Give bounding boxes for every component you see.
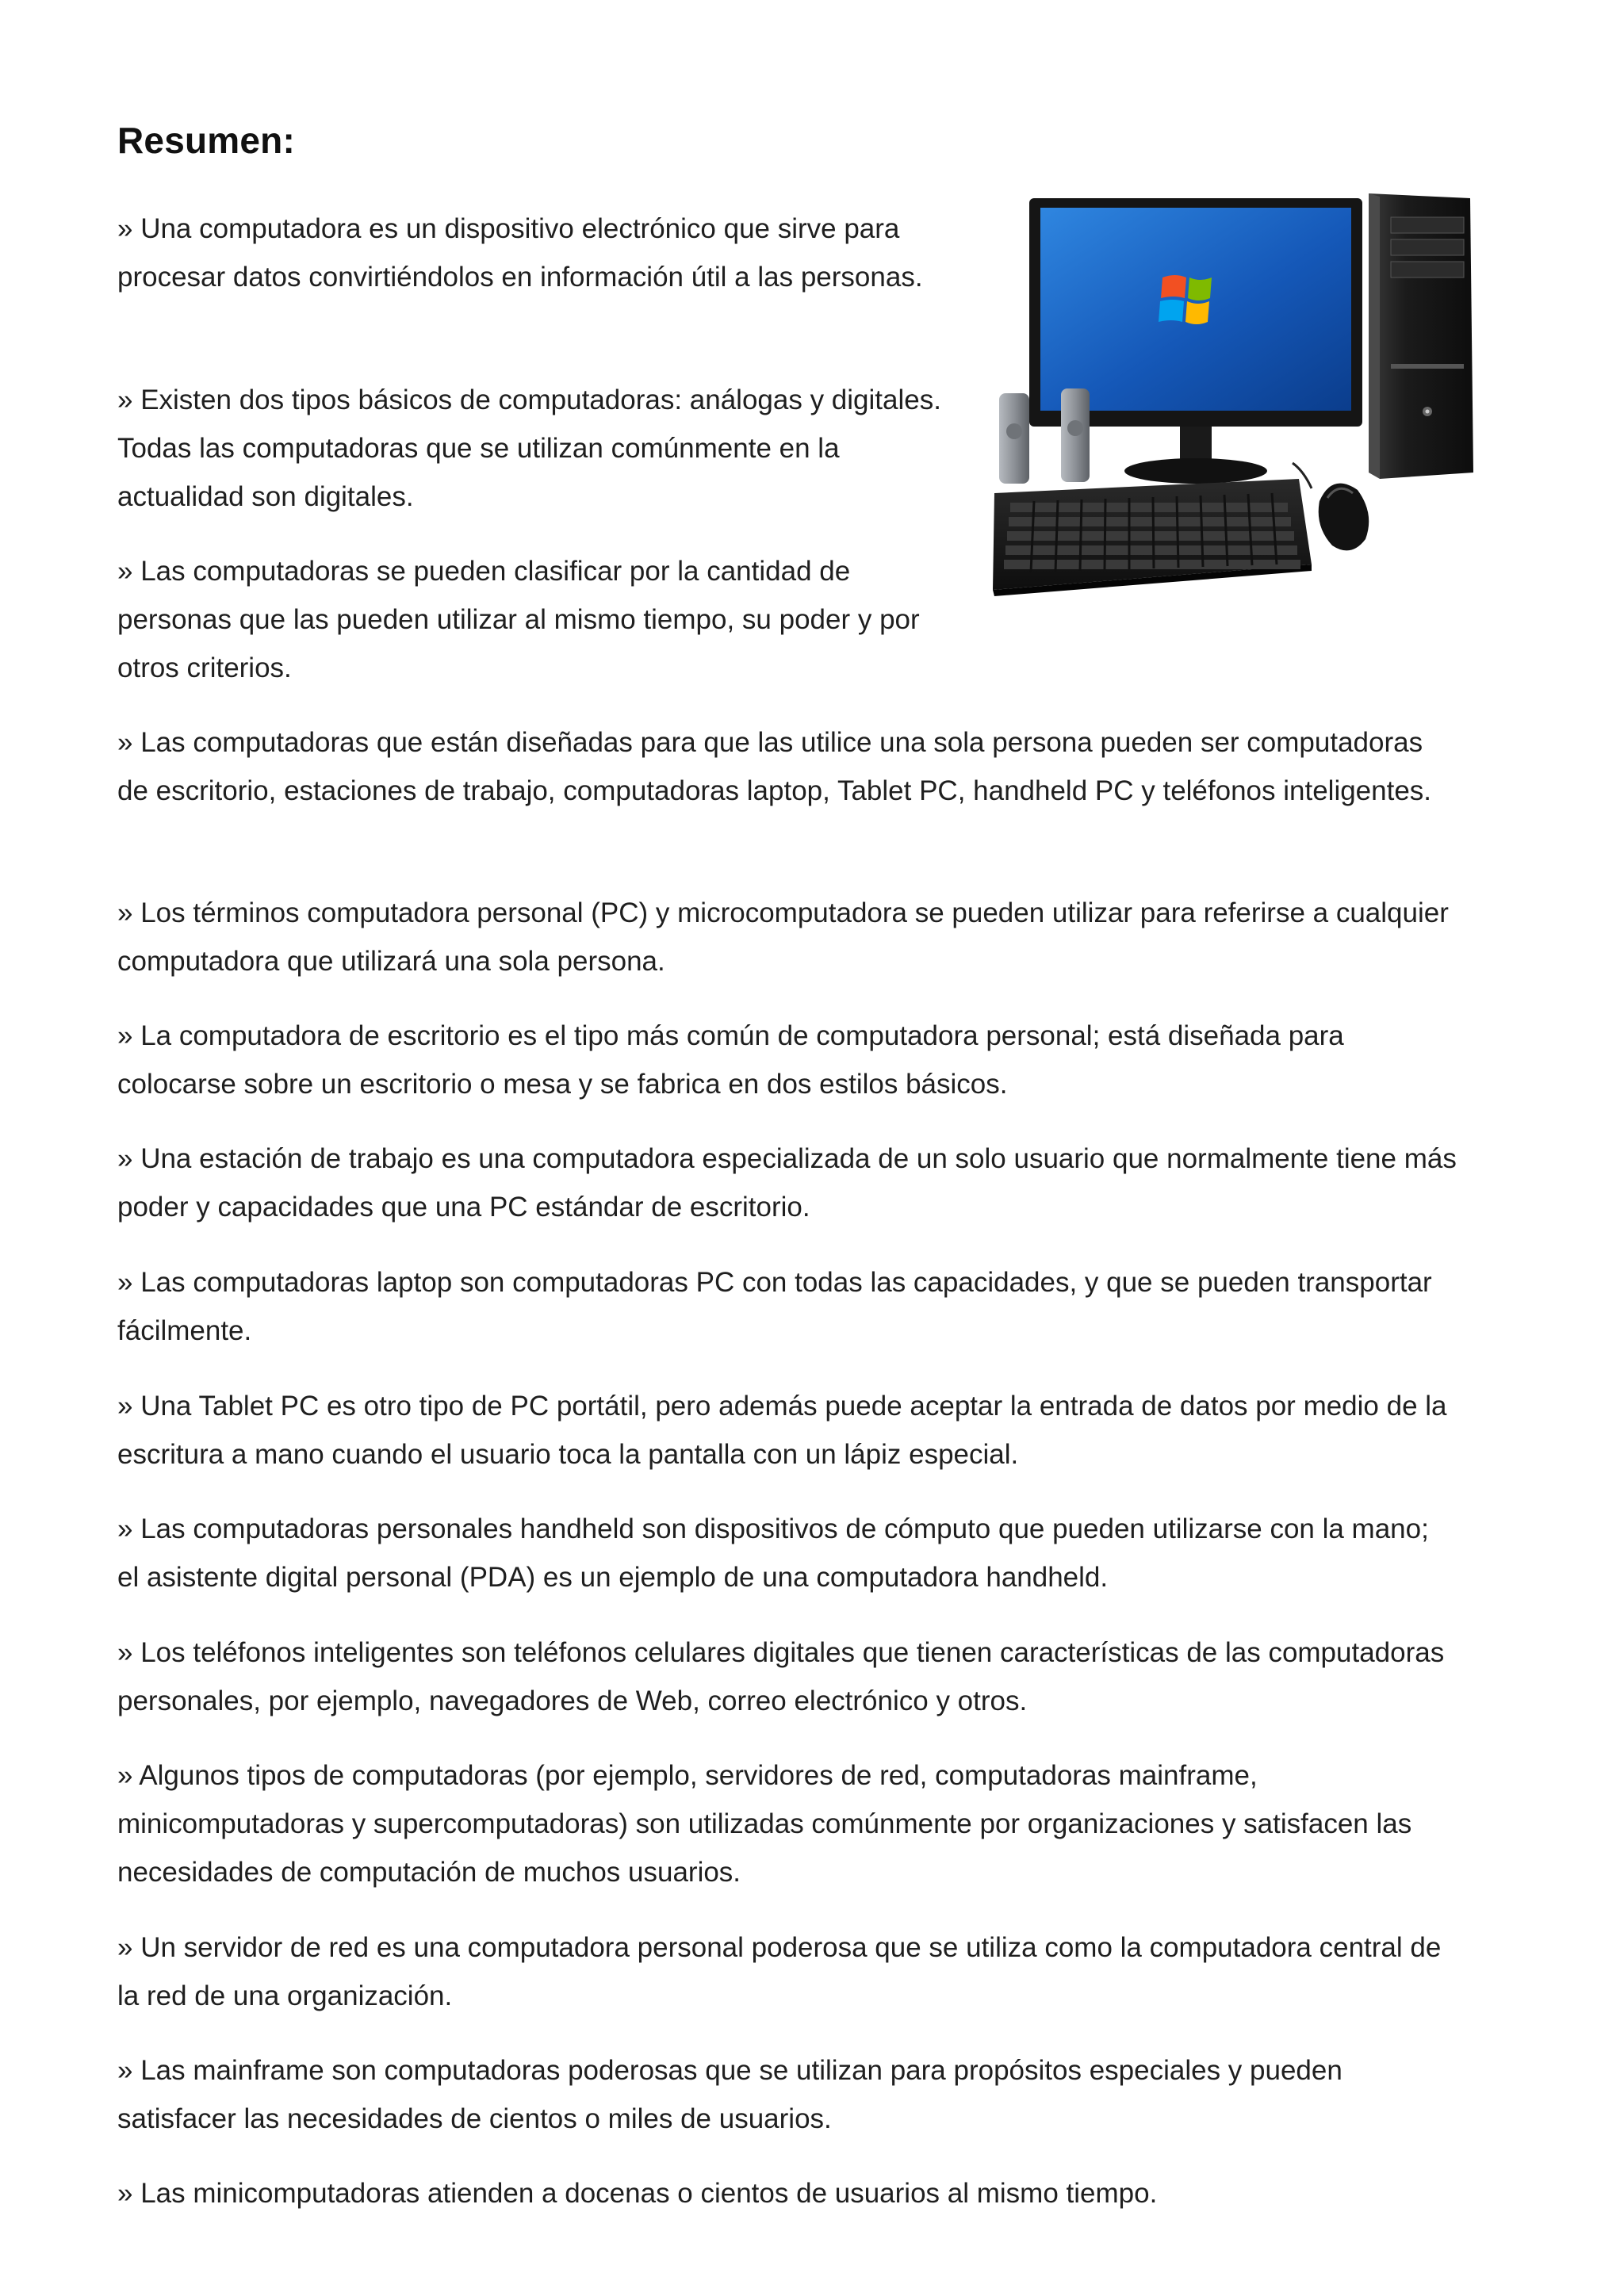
page-title: Resumen: — [117, 120, 295, 161]
paragraph-5: » Los términos computadora personal (PC) y microcomputadora se pueden utilizar para referirse a cualquier computadora que utilizará una sola persona. — [117, 897, 1449, 977]
paragraph-9: » Una Tablet PC es otro tipo de PC portátil, pero además puede aceptar la entrada de datos por medio de la escritura a mano cuando el usuario toca la pantalla con un lápiz especial. — [117, 1391, 1447, 1470]
paragraph-11: » Los teléfonos inteligentes son teléfonos celulares digitales que tienen características de las computadoras personales, por ejemplo, navegadores de Web, correo electrónico y otros. — [117, 1637, 1445, 1716]
tower-case — [1369, 193, 1473, 479]
paragraph-6: » La computadora de escritorio es el tipo más común de computadora personal; está diseñada para colocarse sobre un escritorio o mesa y se fabrica en dos estilos básicos. — [117, 1020, 1344, 1100]
paragraph-10: » Las computadoras personales handheld son dispositivos de cómputo que pueden utilizarse con la mano; el asistente digital personal (PDA) es un ejemplo de una computadora handheld. — [117, 1513, 1429, 1593]
paragraph-2: » Existen dos tipos básicos de computadoras: análogas y digitales. Todas las computadoras que se utilizan comúnmente en la actualidad son digitales. — [117, 385, 941, 512]
paragraph-14: » Las mainframe son computadoras poderosas que se utilizan para propósitos especiales y pueden satisfacer las necesidades de cientos o miles de usuarios. — [117, 2055, 1342, 2134]
paragraph-13: » Un servidor de red es una computadora personal poderosa que se utiliza como la computadora central de la red de una organización. — [117, 1932, 1442, 2011]
paragraph-8: » Las computadoras laptop son computadoras PC con todas las capacidades, y que se pueden transportar fácilmente. — [117, 1267, 1432, 1346]
keyboard — [993, 479, 1312, 596]
paragraph-15: » Las minicomputadoras atienden a docenas o cientos de usuarios al mismo tiempo. — [117, 2178, 1158, 2209]
desktop-computer-icon — [979, 193, 1475, 598]
paragraph-1: » Una computadora es un dispositivo electrónico que sirve para procesar datos convirtiéndolos en información útil a las personas. — [117, 213, 923, 293]
paragraph-7: » Una estación de trabajo es una computadora especializada de un solo usuario que normalmente tiene más poder y capacidades que una PC estándar de escritorio. — [117, 1143, 1457, 1223]
paragraph-3: » Las computadoras se pueden clasificar por la cantidad de personas que las pueden utilizar al mismo tiempo, su poder y por otros criterios. — [117, 556, 920, 683]
paragraph-4: » Las computadoras que están diseñadas para que las utilice una sola persona pueden ser computadoras de escritorio, estaciones de trabajo, computadoras laptop, Tablet PC, handheld PC y teléfonos inteligentes. — [117, 727, 1432, 806]
paragraph-12: » Algunos tipos de computadoras (por ejemplo, servidores de red, computadoras mainframe, minicomputadoras y supercomputadoras) son utilizadas comúnmente por organizaciones y satisfacen las necesidades de computación de muchos usuarios. — [117, 1760, 1412, 1888]
